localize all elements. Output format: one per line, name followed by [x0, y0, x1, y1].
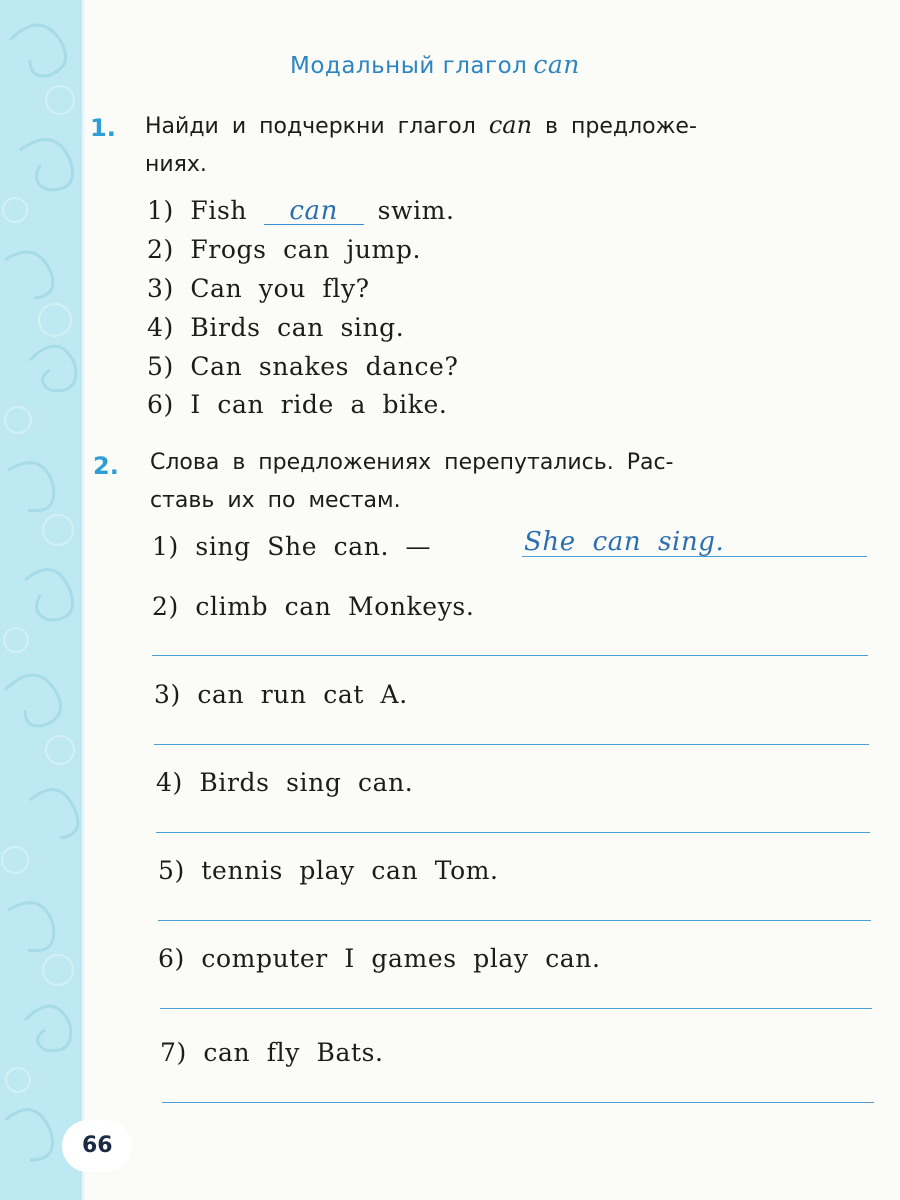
sentence-text: swim. [377, 196, 455, 225]
task2-item [154, 680, 408, 709]
task2-item [160, 1038, 384, 1067]
answer-line[interactable] [156, 832, 870, 833]
task1-sentence [147, 235, 421, 264]
task2-item [158, 856, 499, 885]
sentence-text: Can you fly? [190, 274, 370, 303]
task2-item [158, 944, 601, 973]
item-text: tennis play can Tom. [201, 856, 499, 885]
item-number: 2) [152, 592, 179, 621]
answer-line [522, 556, 867, 557]
item-text: sing She can. — [195, 532, 432, 561]
task1-instruction-keyword: can [488, 111, 533, 139]
title-modal-word: can [533, 50, 580, 79]
answer-line[interactable] [158, 920, 871, 921]
task1-instruction [145, 106, 865, 184]
page-title [290, 50, 580, 79]
task1-sentence [147, 313, 404, 342]
answer-line[interactable] [160, 1008, 872, 1009]
task2-item [156, 768, 413, 797]
page-number: 66 [62, 1120, 132, 1172]
answer-line[interactable] [162, 1102, 874, 1103]
sentence-text: Frogs can jump. [190, 235, 421, 264]
task1-sentence [147, 390, 447, 419]
item-number: 5) [158, 856, 185, 885]
sentence-number: 3) [147, 274, 174, 303]
title-text: Модальный глагол [290, 53, 528, 79]
item-number: 3) [154, 680, 181, 709]
sentence-number: 4) [147, 313, 174, 342]
sentence-text: Fish [190, 196, 248, 225]
item-number: 1) [152, 532, 179, 561]
sentence-number: 2) [147, 235, 174, 264]
swirl-pattern-icon [0, 0, 82, 1200]
task2-answer-field[interactable]: She can sing. [524, 527, 725, 557]
item-text: climb can Monkeys. [195, 592, 475, 621]
task2-instruction-line2: ставь их по местам. [150, 488, 401, 513]
task1-sentence [147, 274, 370, 303]
task2-instruction-line1: Слова в предложениях перепутались. Рас- [150, 450, 674, 475]
task2-item [152, 592, 474, 621]
item-number: 4) [156, 768, 183, 797]
item-text: can run cat A. [197, 680, 408, 709]
task1-number: 1. [90, 114, 116, 142]
task2-item [152, 532, 431, 561]
answer-line[interactable] [152, 655, 868, 656]
item-number: 6) [158, 944, 185, 973]
item-number: 7) [160, 1038, 187, 1067]
item-text: computer I games play can. [201, 944, 601, 973]
task1-instruction-part-b: в предложе- [545, 114, 697, 139]
task1-instruction-part-a: Найди и подчеркни глагол [145, 114, 476, 139]
task1-sentence [147, 196, 455, 225]
task2-instruction [150, 444, 870, 520]
answer-line[interactable] [154, 744, 869, 745]
sentence-number: 5) [147, 352, 174, 381]
decorative-margin [0, 0, 85, 1200]
item-text: can fly Bats. [203, 1038, 384, 1067]
item-text: Birds sing can. [199, 768, 414, 797]
sentence-text: I can ride a bike. [190, 390, 448, 419]
task1-sentence [147, 352, 458, 381]
sentence-text: Birds can sing. [190, 313, 405, 342]
sentence-text: Can snakes dance? [190, 352, 459, 381]
filled-answer[interactable]: can [264, 198, 364, 225]
task2-number: 2. [93, 452, 119, 480]
sentence-number: 1) [147, 196, 174, 225]
task1-instruction-line2: ниях. [145, 152, 207, 177]
sentence-number: 6) [147, 390, 174, 419]
